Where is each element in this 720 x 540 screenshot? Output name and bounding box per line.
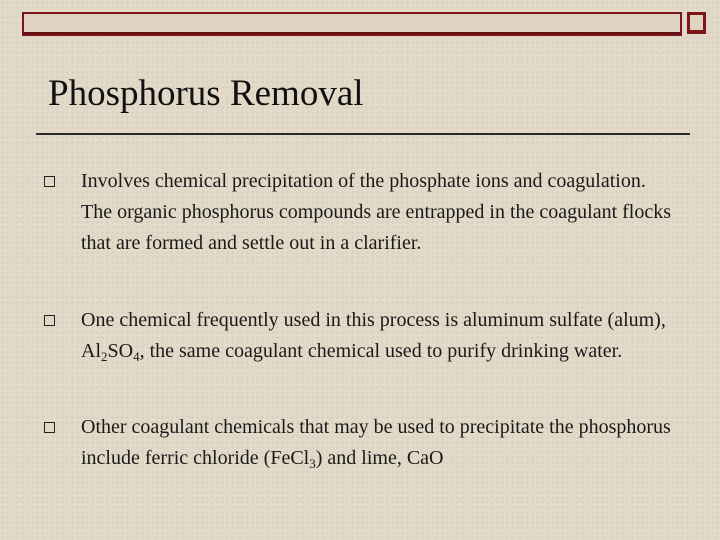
decorative-header-bar (22, 12, 706, 36)
bullet-3-text-b: ) and lime, CaO (315, 447, 444, 469)
bullet-text-3 (81, 412, 681, 474)
bullet-2-subscript-4: 4 (133, 349, 140, 364)
hollow-square-bullet-icon (44, 315, 55, 326)
slide-title: Phosphorus Removal (48, 73, 364, 114)
hollow-square-bullet-icon (44, 176, 55, 187)
title-underline (36, 133, 690, 135)
bullet-2-text-b: SO (107, 340, 134, 362)
bullet-3-subscript-3: 3 (309, 456, 316, 471)
bullet-1-text: Involves chemical precipitation of the phosphate ions and coagulation. The organic phosphorus compounds are entrapped in the coagulant flocks that are formed and settle out in a clarifier. (81, 170, 672, 254)
bullet-3-text-a: Other coagulant chemicals that may be used to precipitate the phosphorus include ferric chloride (FeCl (81, 416, 671, 469)
bullet-2-subscript-2: 2 (101, 349, 108, 364)
bullet-2-text-a: One chemical frequently used in this process is aluminum sulfate (alum), Al (81, 309, 666, 362)
hollow-square-bullet-icon (44, 422, 55, 433)
bullet-text-2 (81, 305, 681, 367)
header-bar-inner (24, 14, 680, 34)
header-corner-square-inner (690, 15, 703, 30)
bullet-text-1 (81, 166, 681, 259)
bullet-2-text-c: , the same coagulant chemical used to purify drinking water. (139, 340, 623, 362)
header-bar-frame (22, 12, 682, 36)
header-corner-square (687, 12, 706, 34)
